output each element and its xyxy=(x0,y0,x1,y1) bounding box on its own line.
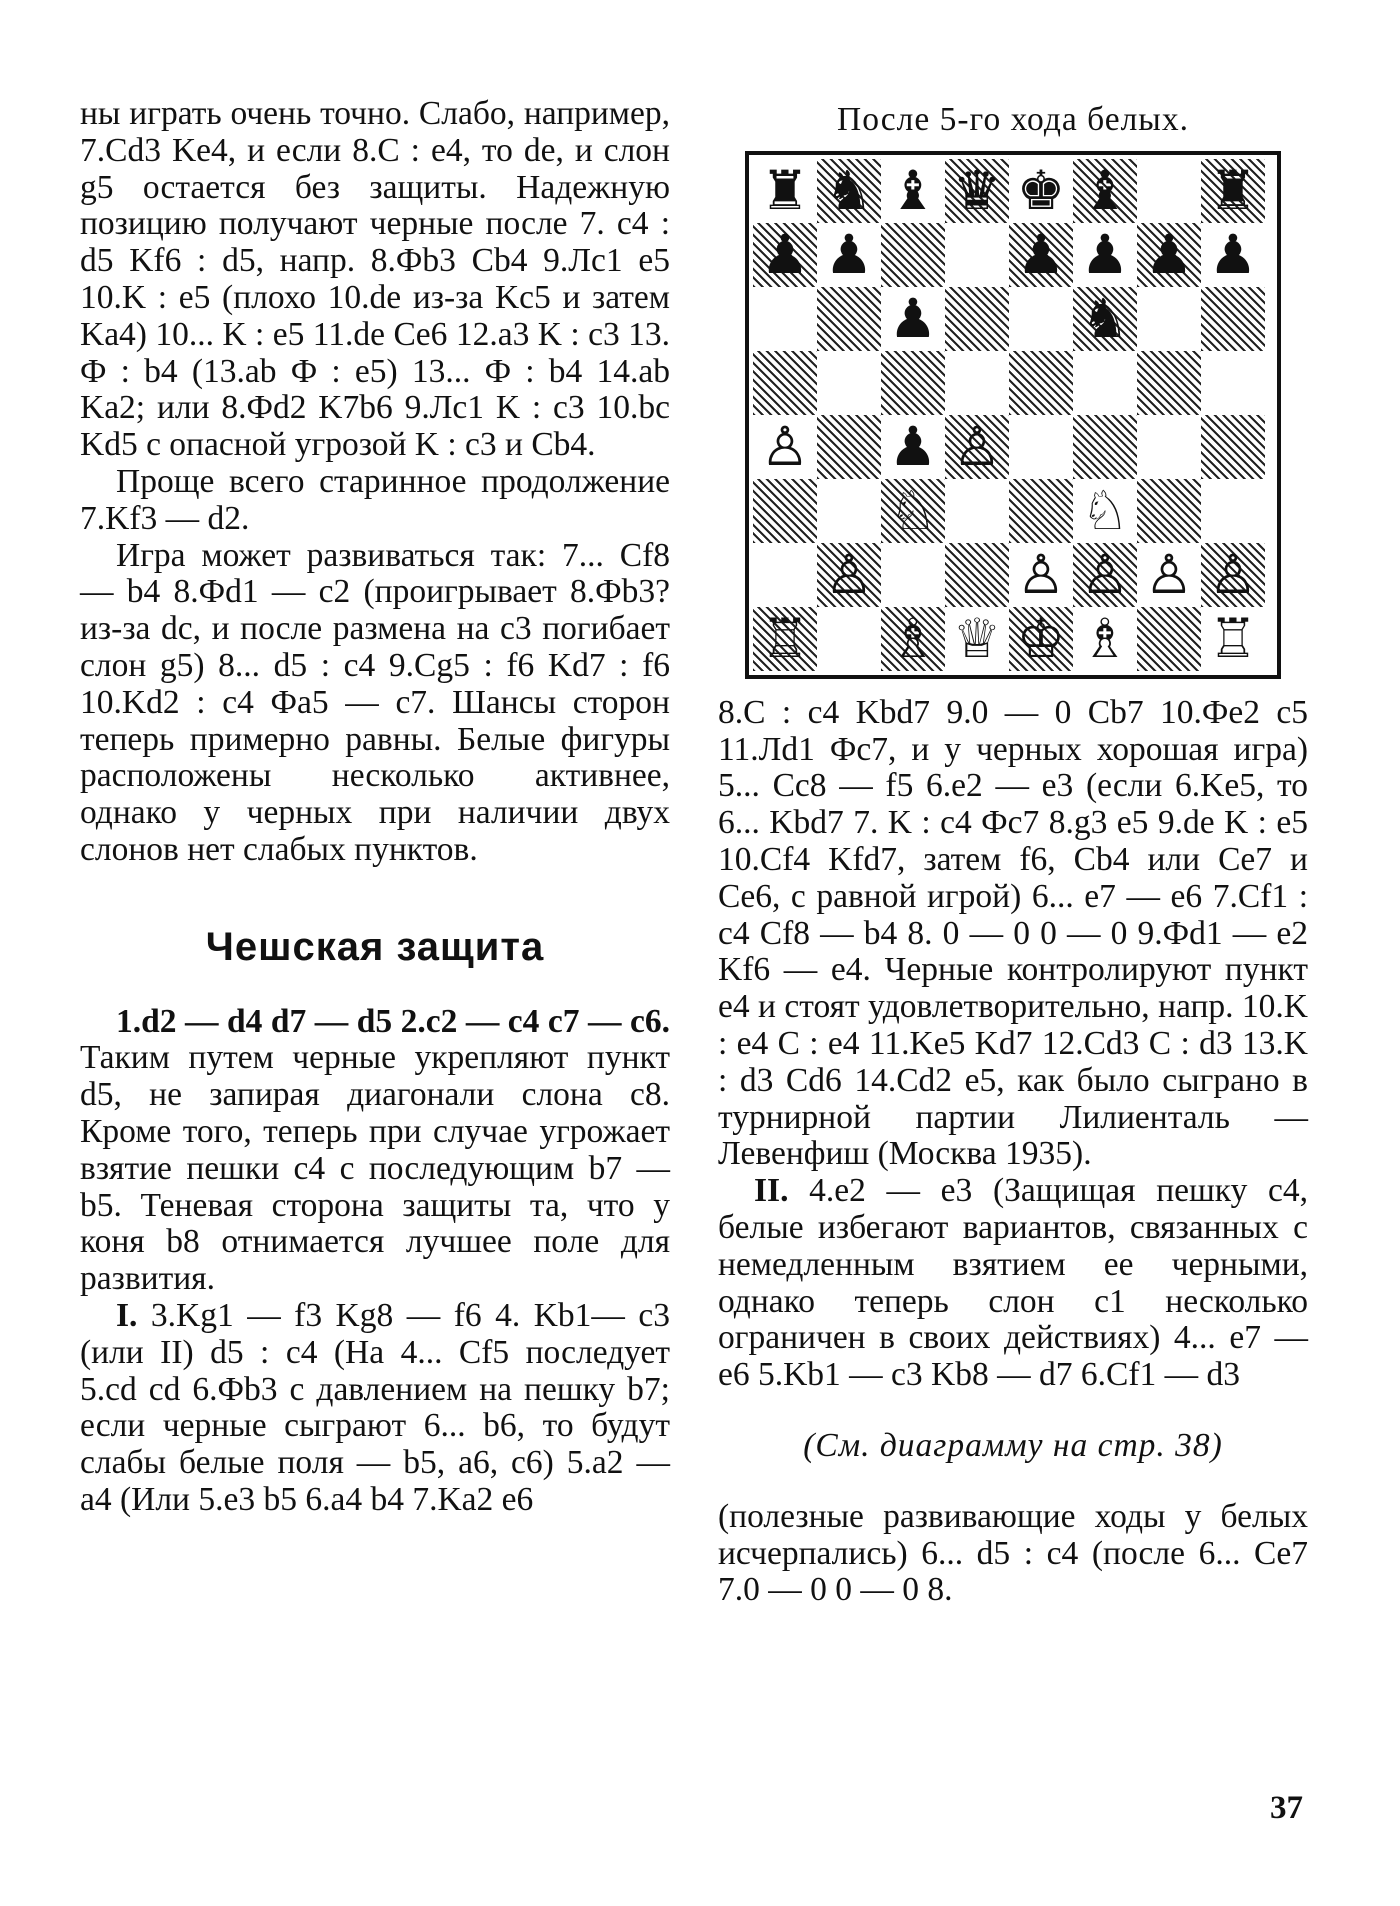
square-c2 xyxy=(881,543,945,607)
white-pawn-icon: ♙ xyxy=(824,542,874,606)
white-rook-icon: ♖ xyxy=(760,606,810,670)
white-knight-icon: ♘ xyxy=(888,478,938,542)
square-f1 xyxy=(1073,607,1137,671)
square-f7 xyxy=(1073,223,1137,287)
white-pawn-icon: ♙ xyxy=(760,414,810,478)
diagram-caption: После 5-го хода белых. xyxy=(837,101,1189,138)
square-a4 xyxy=(753,415,817,479)
square-b3 xyxy=(817,479,881,543)
square-b1 xyxy=(817,607,881,671)
square-g1 xyxy=(1137,607,1201,671)
square-d2 xyxy=(945,543,1009,607)
right-paragraph-1: 8.C : c4 Kbd7 9.0 — 0 Cb7 10.Фe2 c5 11.Лd1 Фc7, и у черных хорошая игра) 5... Cc8 — f5 6.e2 — e3 (если 6.Ke5, то 6... Kbd7 7. K : c4 Фc7 8.g3 e5 9.de K : e5 10.Cf4 Kfd7, затем f6, Cb4 или Ce7 и Ce6, с равной игрой) 6... e7 — e6 7.Cf1 : c4 Cf8 — b4 8. 0 — 0 0 — 0 9.Фd1 — e2 Kf6 — e4. Черные контролируют пункт e4 и стоят удовлетворительно, напр. 10.K : e4 C : e4 11.Ke5 Kd7 12.Cd3 C : d3 13.K : d3 Cd6 14.Cd2 e5, как было сыграно в турнирной партии Лилиенталь — Левенфиш (Москва 1935). xyxy=(718,693,1308,1173)
square-a7 xyxy=(753,223,817,287)
black-pawn-icon: ♟ xyxy=(1144,222,1194,286)
square-f6 xyxy=(1073,287,1137,351)
square-g5 xyxy=(1137,351,1201,415)
variation-number-2: II. xyxy=(754,1172,789,1210)
black-queen-icon: ♛ xyxy=(952,158,1002,222)
square-f3 xyxy=(1073,479,1137,543)
square-h6 xyxy=(1201,287,1265,351)
left-paragraph-5 xyxy=(80,1298,670,1519)
black-pawn-icon: ♟ xyxy=(888,414,938,478)
left-paragraph-4 xyxy=(80,1004,670,1298)
square-d7 xyxy=(945,223,1009,287)
chess-board xyxy=(753,159,1265,671)
square-g6 xyxy=(1137,287,1201,351)
right-paragraph-3: (полезные развивающие ходы у белых исчерпались) 6... d5 : c4 (после 6... Ce7 7.0 — 0 0 — 0 8. xyxy=(718,1497,1308,1609)
square-f4 xyxy=(1073,415,1137,479)
white-pawn-icon: ♙ xyxy=(1016,542,1066,606)
black-knight-icon: ♞ xyxy=(824,158,874,222)
white-pawn-icon: ♙ xyxy=(1080,542,1130,606)
black-knight-icon: ♞ xyxy=(1080,286,1130,350)
square-c5 xyxy=(881,351,945,415)
white-bishop-icon: ♗ xyxy=(1080,606,1130,670)
left-paragraph-1: ны играть очень точно. Слабо, например, 7.Cd3 Ke4, и если 8.C : e4, то de, и слон g5 остается без защиты. Надежную позицию получают черные после 7. c4 : d5 Kf6 : d5, напр. 8.Фb3 Cb4 9.Лc1 e5 10.K : e5 (плохо 10.de из-за Kc5 и затем Ka4) 10... K : e5 11.de Ce6 12.a3 K : c3 13. Ф : b4 (13.ab Ф : e5) 13... Ф : b4 14.ab Ka2; или 8.Фd2 K7b6 9.Лc1 K : c3 10.bc Kd5 с опасной угрозой K : c3 и Cb4. xyxy=(80,95,670,464)
square-g7 xyxy=(1137,223,1201,287)
square-c4 xyxy=(881,415,945,479)
square-a3 xyxy=(753,479,817,543)
variation-number-1: I. xyxy=(116,1296,138,1334)
square-e3 xyxy=(1009,479,1073,543)
square-a8 xyxy=(753,159,817,223)
square-h4 xyxy=(1201,415,1265,479)
left-paragraph-2: Проще всего старинное продолжение 7.Kf3 — d2. xyxy=(80,462,670,537)
square-h5 xyxy=(1201,351,1265,415)
square-g3 xyxy=(1137,479,1201,543)
square-c1 xyxy=(881,607,945,671)
square-g8 xyxy=(1137,159,1201,223)
white-rook-icon: ♖ xyxy=(1208,606,1258,670)
square-b7 xyxy=(817,223,881,287)
square-f8 xyxy=(1073,159,1137,223)
opening-moves: 1.d2 — d4 d7 — d5 2.c2 — c4 c7 — c6. xyxy=(116,1002,670,1040)
square-d4 xyxy=(945,415,1009,479)
black-rook-icon: ♜ xyxy=(1208,158,1258,222)
left-paragraph-3: Игра может развиваться так: 7... Cf8 — b4 8.Фd1 — c2 (проигрывает 8.Фb3? из-за dc, и после размена на c3 погибает слон g5) 8... d5 : c4 9.Cg5 : f6 Kd7 : f6 10.Kd2 : c4 Фa5 — c7. Шансы сторон теперь примерно равны. Белые фигуры расположены несколько активнее, однако у черных при наличии двух слонов нет слабых пунктов. xyxy=(80,536,670,868)
black-pawn-icon: ♟ xyxy=(1080,222,1130,286)
square-e8 xyxy=(1009,159,1073,223)
square-b5 xyxy=(817,351,881,415)
square-b6 xyxy=(817,287,881,351)
square-d8 xyxy=(945,159,1009,223)
right-paragraph-2 xyxy=(718,1173,1308,1394)
white-pawn-icon: ♙ xyxy=(952,414,1002,478)
square-d1 xyxy=(945,607,1009,671)
square-h3 xyxy=(1201,479,1265,543)
black-pawn-icon: ♟ xyxy=(760,222,810,286)
right-column xyxy=(718,96,1308,1609)
square-h1 xyxy=(1201,607,1265,671)
variation-2-text: 4.e2 — e3 (Защищая пешку c4, белые избегают вариантов, связанных с немедленным взятием ее черными, однако теперь слон c1 несколько ограничен в своих действиях) 4... e7 — e6 5.Kb1 — c3 Kb8 — d7 6.Cf1 — d3 xyxy=(718,1172,1308,1394)
square-d6 xyxy=(945,287,1009,351)
black-pawn-icon: ♟ xyxy=(1208,222,1258,286)
square-e5 xyxy=(1009,351,1073,415)
square-c6 xyxy=(881,287,945,351)
square-b4 xyxy=(817,415,881,479)
square-c8 xyxy=(881,159,945,223)
black-pawn-icon: ♟ xyxy=(1016,222,1066,286)
square-d3 xyxy=(945,479,1009,543)
square-h7 xyxy=(1201,223,1265,287)
section-heading: Чешская защита xyxy=(205,924,545,969)
opening-description: Таким путем черные укрепляют пункт d5, не запирая диагонали слона c8. Кроме того, теперь при случае угрожает взятие пешки c4 с последующим b7 — b5. Теневая сторона защиты та, что у коня b8 отнимается лучшее поле для развития. xyxy=(80,1039,670,1298)
white-bishop-icon: ♗ xyxy=(888,606,938,670)
square-g2 xyxy=(1137,543,1201,607)
square-d5 xyxy=(945,351,1009,415)
black-rook-icon: ♜ xyxy=(760,158,810,222)
square-a2 xyxy=(753,543,817,607)
diagram-reference: (См. диаграмму на стр. 38) xyxy=(803,1426,1223,1464)
black-king-icon: ♚ xyxy=(1016,158,1066,222)
white-pawn-icon: ♙ xyxy=(1144,542,1194,606)
square-b8 xyxy=(817,159,881,223)
chess-diagram xyxy=(745,151,1281,679)
square-h8 xyxy=(1201,159,1265,223)
square-e1 xyxy=(1009,607,1073,671)
black-pawn-icon: ♟ xyxy=(888,286,938,350)
black-pawn-icon: ♟ xyxy=(824,222,874,286)
page-number: 37 xyxy=(1270,1790,1303,1826)
square-b2 xyxy=(817,543,881,607)
white-knight-icon: ♘ xyxy=(1080,478,1130,542)
black-bishop-icon: ♝ xyxy=(1080,158,1130,222)
square-f5 xyxy=(1073,351,1137,415)
black-bishop-icon: ♝ xyxy=(888,158,938,222)
square-a5 xyxy=(753,351,817,415)
white-queen-icon: ♕ xyxy=(952,606,1002,670)
white-king-icon: ♔ xyxy=(1016,606,1066,670)
square-h2 xyxy=(1201,543,1265,607)
square-e7 xyxy=(1009,223,1073,287)
square-c7 xyxy=(881,223,945,287)
variation-1-text: 3.Kg1 — f3 Kg8 — f6 4. Kb1— c3 (или II) d5 : c4 (На 4... Cf5 последует 5.cd cd 6.Фb3 с давлением на пешку b7; если черные сыграют 6... b6, то будут слабы белые поля — b5, a6, c6) 5.a2 — a4 (Или 5.e3 b5 6.a4 b4 7.Ka2 e6 xyxy=(80,1296,670,1518)
square-g4 xyxy=(1137,415,1201,479)
left-column xyxy=(80,96,670,1519)
square-f2 xyxy=(1073,543,1137,607)
square-e2 xyxy=(1009,543,1073,607)
square-a6 xyxy=(753,287,817,351)
white-pawn-icon: ♙ xyxy=(1208,542,1258,606)
square-e6 xyxy=(1009,287,1073,351)
square-a1 xyxy=(753,607,817,671)
square-c3 xyxy=(881,479,945,543)
square-e4 xyxy=(1009,415,1073,479)
